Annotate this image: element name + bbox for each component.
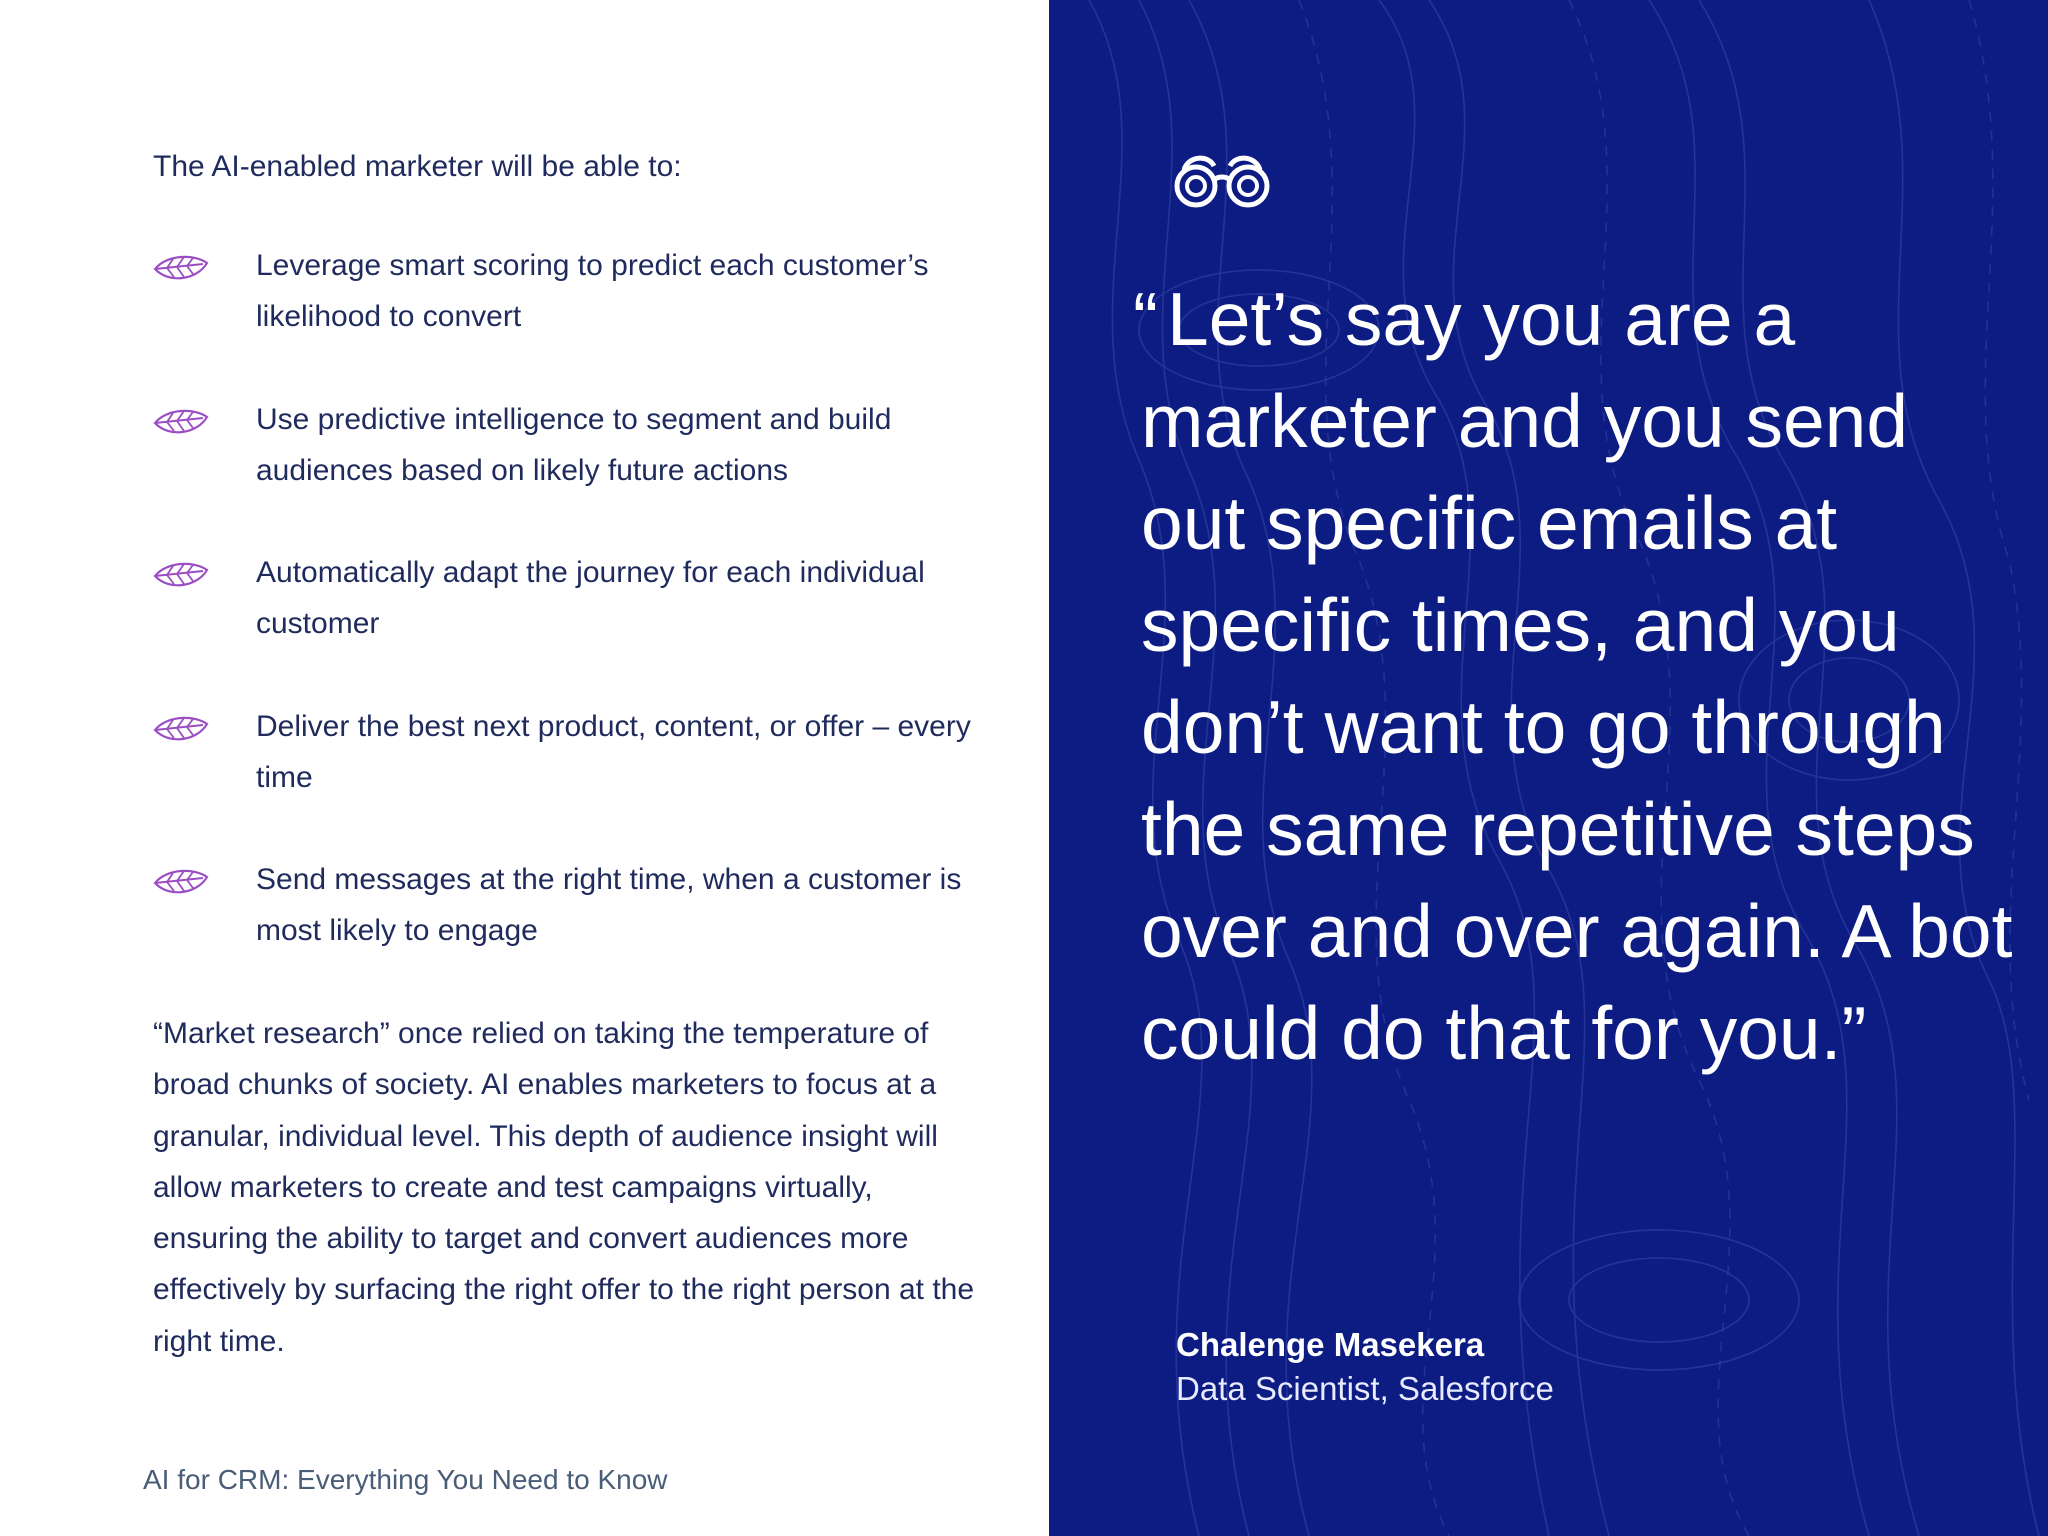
- body-paragraph: “Market research” once relied on taking the temperature of broad chunks of society. AI enables marketers to focus at a granular, individual level. This depth of audience insight will allow marketers to create and test campaigns virtually, ensuring the ability to target and convert audiences more effectively by surfacing the right offer to the right person at the right time.: [153, 1017, 975, 1358]
- list-item: [153, 394, 1013, 548]
- bullet-text: Send messages at the right time, when a customer is most likely to engage: [256, 863, 962, 947]
- pull-quote: [1133, 268, 2021, 1084]
- leaf-icon: [153, 406, 209, 440]
- bullet-text: Leverage smart scoring to predict each customer’s likelihood to convert: [256, 249, 929, 333]
- author-role: Data Scientist, Salesforce: [1176, 1370, 1554, 1407]
- bullet-text: Deliver the best next product, content, or offer – every time: [256, 709, 971, 794]
- leaf-icon: [153, 252, 209, 286]
- list-item: [153, 701, 1013, 855]
- intro-text: The AI-enabled marketer will be able to:: [153, 150, 682, 183]
- bullet-text: Use predictive intelligence to segment and build audiences based on likely future actions: [256, 402, 892, 487]
- capability-list: [153, 240, 1013, 1008]
- list-item: [153, 547, 1013, 701]
- open-quote-mark: “: [1133, 277, 1158, 361]
- leaf-icon: [153, 559, 209, 593]
- list-item: [153, 854, 1013, 1008]
- leaf-icon: [153, 713, 209, 747]
- quote-text: Let’s say you are a marketer and you send out specific emails at specific times, and you don’t want to go through the same repetitive steps over and over again. A bot could do that for you.”: [1141, 277, 2013, 1075]
- bullet-text: Automatically adapt the journey for each individual customer: [256, 556, 925, 640]
- binoculars-icon: [1174, 150, 1270, 210]
- document-footer: AI for CRM: Everything You Need to Know: [143, 1464, 668, 1495]
- list-item: [153, 240, 1013, 394]
- quote-author: Chalenge Masekera: [1176, 1326, 1485, 1363]
- leaf-icon: [153, 866, 209, 900]
- quote-panel: [1049, 0, 2048, 1536]
